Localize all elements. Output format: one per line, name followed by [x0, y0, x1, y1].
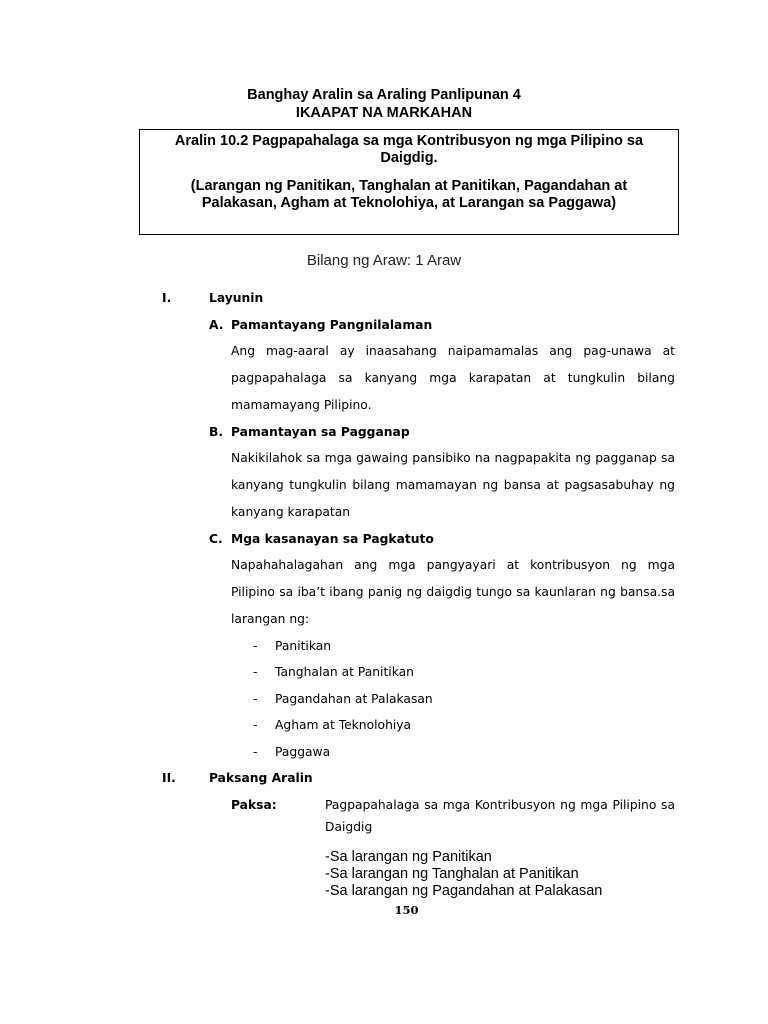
subsection-b-title: Pamantayan sa Pagganap — [231, 425, 410, 439]
lesson-subtitle-line2: Palakasan, Agham at Teknolohiya, at Larangan sa Paggawa) — [201, 195, 617, 211]
list-bullet: - — [253, 665, 258, 679]
subsection-c-title: Mga kasanayan sa Pagkatuto — [231, 532, 434, 546]
paksa-label: Paksa: — [231, 798, 277, 812]
subsection-b-line: kanyang tungkulin bilang mamamayan ng bansa at pagsasabuhay ng — [231, 478, 675, 492]
lesson-title-line2: Daigdig. — [380, 150, 438, 166]
subsection-a-line: Ang mag-aaral ay inaasahang naipamamalas ang pag-unawa at — [231, 344, 675, 358]
list-item: Panitikan — [275, 639, 332, 653]
document-title: Banghay Aralin sa Araling Panlipunan 4 — [247, 87, 521, 103]
subsection-c-line: Pilipino sa iba’t ibang panig ng daigdig tungo sa kaunlaran ng bansa.sa — [231, 585, 675, 599]
quarter-title: IKAAPAT NA MARKAHAN — [295, 105, 473, 121]
list-item: Tanghalan at Panitikan — [275, 665, 414, 679]
subsection-b-line: kanyang karapatan — [231, 505, 351, 519]
section-1-title: Layunin — [209, 291, 264, 305]
subsection-a-line: pagpapahalaga sa kanyang mga karapatan at tungkulin bilang — [231, 371, 675, 385]
lesson-subtitle-line1: (Larangan ng Panitikan, Tanghalan at Panitikan, Pagandahan at — [190, 178, 628, 194]
paksa-subtopic: -Sa larangan ng Tanghalan at Panitikan — [325, 866, 579, 882]
subsection-c-letter: C. — [209, 532, 223, 546]
subsection-b-line: Nakikilahok sa mga gawaing pansibiko na nagpapakita ng pagganap sa — [231, 451, 675, 465]
number-of-days: Bilang ng Araw: 1 Araw — [306, 252, 462, 269]
page-number: 150 — [394, 903, 419, 917]
list-bullet: - — [253, 692, 258, 706]
list-bullet: - — [253, 639, 258, 653]
list-bullet: - — [253, 718, 258, 732]
list-bullet: - — [253, 745, 258, 759]
subsection-c-line: Napahahalagahan ang mga pangyayari at kontribusyon ng mga — [231, 558, 675, 572]
subsection-c-line: larangan ng: — [231, 612, 310, 626]
list-item: Pagandahan at Palakasan — [275, 692, 433, 706]
subsection-a-letter: A. — [209, 318, 224, 332]
paksa-value-line: Pagpapahalaga sa mga Kontribusyon ng mga Pilipino sa — [325, 798, 675, 812]
list-item: Paggawa — [275, 745, 331, 759]
subsection-a-line: mamamayang Pilipino. — [231, 398, 372, 412]
section-1-numeral: I. — [162, 291, 172, 305]
lesson-title-line1: Aralin 10.2 Pagpapahalaga sa mga Kontribusyon ng mga Pilipino sa — [174, 133, 644, 149]
section-2-title: Paksang Aralin — [209, 771, 313, 785]
paksa-subtopic: -Sa larangan ng Panitikan — [325, 849, 492, 865]
paksa-value-line: Daigdig — [325, 820, 373, 834]
subsection-b-letter: B. — [209, 425, 224, 439]
paksa-subtopic: -Sa larangan ng Pagandahan at Palakasan — [325, 883, 603, 899]
section-2-numeral: II. — [162, 771, 176, 785]
list-item: Agham at Teknolohiya — [275, 718, 412, 732]
subsection-a-title: Pamantayang Pangnilalaman — [231, 318, 433, 332]
